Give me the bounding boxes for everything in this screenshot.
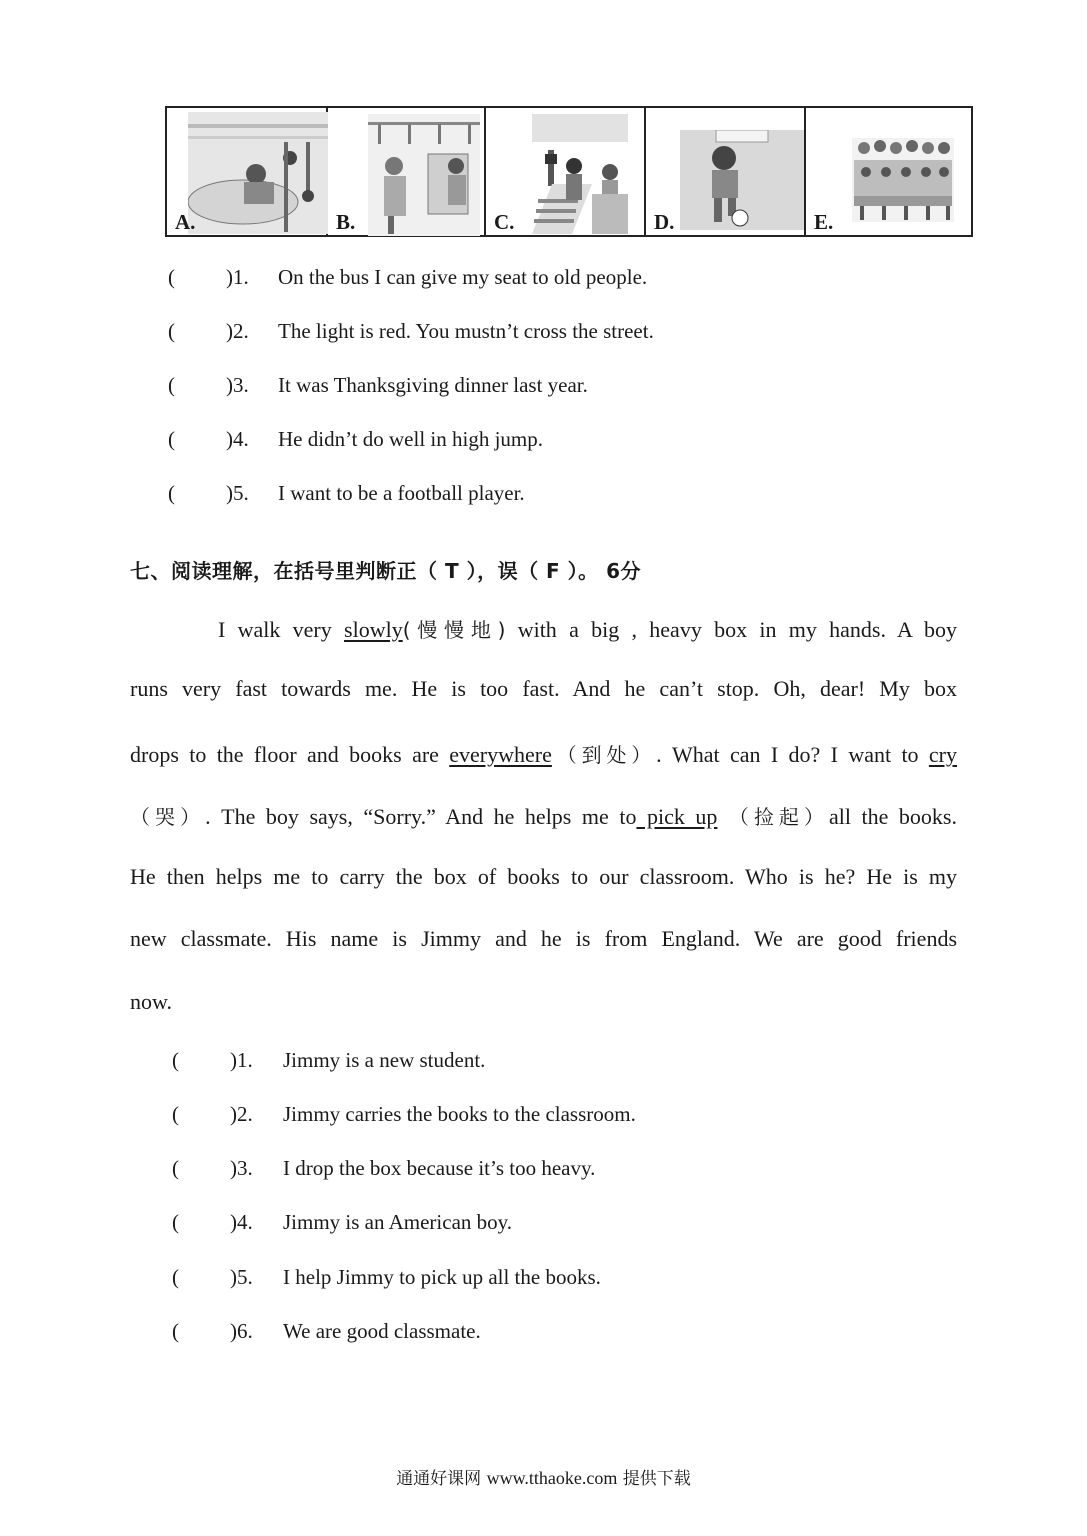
picture-cell-e — [806, 108, 971, 235]
question-number: )4. — [230, 1210, 253, 1234]
passage-line-7: now. — [130, 989, 172, 1014]
passage-line-6: new classmate. His name is Jimmy and he is from England. We are good friends — [130, 926, 957, 951]
passage-text: . The boy says, “Sorry.” And he helps me to — [205, 804, 637, 829]
question-number: )4. — [226, 427, 249, 451]
match-question-5 — [168, 481, 768, 509]
question-text: I help Jimmy to pick up all the books. — [283, 1265, 601, 1289]
tf-question-1 — [172, 1048, 772, 1076]
answer-blank[interactable]: ( — [168, 373, 175, 397]
passage-line-3 — [130, 739, 957, 768]
tf-question-2 — [172, 1102, 772, 1130]
question-text: It was Thanksgiving dinner last year. — [278, 373, 588, 397]
vocab-underlined: everywhere — [449, 742, 552, 767]
answer-blank[interactable]: ( — [172, 1210, 179, 1234]
passage-text: . What can I do? I want to — [656, 742, 929, 767]
footer-note: 提供下载 — [617, 1469, 691, 1489]
passage-line-5: He then helps me to carry the box of books to our classroom. Who is he? He is my — [130, 864, 957, 889]
answer-blank[interactable]: ( — [168, 319, 175, 343]
answer-blank[interactable]: ( — [168, 265, 175, 289]
question-text: Jimmy is a new student. — [283, 1048, 486, 1072]
vocab-underlined: cry — [928, 742, 957, 767]
picture-cell-b — [328, 108, 486, 235]
picture-bed-scene — [188, 112, 328, 234]
footer-site-name: 通通好课网 — [396, 1469, 487, 1489]
tf-question-4 — [172, 1210, 772, 1238]
match-question-2 — [168, 319, 768, 347]
picture-label-e: E. — [814, 210, 834, 234]
picture-cell-a — [167, 108, 328, 235]
answer-blank[interactable]: ( — [172, 1102, 179, 1126]
picture-cell-d — [646, 108, 806, 235]
picture-bus-scene — [368, 114, 480, 236]
section-heading: 七、阅读理解，在括号里判断正（ T ），误（ F ）。 6分 — [130, 559, 642, 583]
passage-text: with a big , heavy box in my hands. A boy — [505, 617, 957, 642]
picture-cell-c — [486, 108, 646, 235]
question-number: )3. — [230, 1156, 253, 1180]
tf-question-3 — [172, 1156, 772, 1184]
picture-label-c: C. — [494, 210, 515, 234]
passage-line-2: runs very fast towards me. He is too fast. And he can’t stop. Oh, dear! My box — [130, 676, 957, 701]
question-text: On the bus I can give my seat to old people. — [278, 265, 648, 289]
picture-label-b: B. — [336, 210, 356, 234]
page-footer — [0, 1464, 1087, 1489]
question-text: He didn’t do well in high jump. — [278, 427, 544, 451]
passage-line-1 — [130, 614, 957, 643]
vocab-gloss: （捡起） — [717, 805, 829, 829]
answer-blank[interactable]: ( — [172, 1319, 179, 1343]
tf-question-5 — [172, 1265, 772, 1293]
picture-crossing-scene — [532, 114, 632, 234]
answer-blank[interactable]: ( — [172, 1265, 179, 1289]
vocab-gloss: （哭） — [130, 805, 206, 829]
question-number: )3. — [226, 373, 249, 397]
match-question-4 — [168, 427, 768, 455]
tf-question-6 — [172, 1319, 772, 1347]
question-number: )1. — [226, 265, 249, 289]
question-number: )5. — [226, 481, 249, 505]
answer-blank[interactable]: ( — [172, 1156, 179, 1180]
footer-url[interactable]: www.tthaoke.com — [486, 1468, 618, 1488]
answer-blank[interactable]: ( — [168, 481, 175, 505]
vocab-gloss: (慢慢地) — [402, 618, 506, 642]
question-text: Jimmy is an American boy. — [283, 1210, 513, 1234]
vocab-underlined: slowly — [344, 617, 403, 642]
passage-text: all the books. — [828, 804, 957, 829]
passage-text: I walk very — [218, 617, 345, 642]
picture-label-a: A. — [175, 210, 196, 234]
picture-label-d: D. — [654, 210, 675, 234]
passage-line-4 — [130, 801, 957, 830]
match-question-3 — [168, 373, 768, 401]
question-number: )1. — [230, 1048, 253, 1072]
question-text: Jimmy carries the books to the classroom. — [283, 1102, 636, 1126]
match-question-1 — [168, 265, 768, 293]
question-text: I drop the box because it’s too heavy. — [283, 1156, 596, 1180]
vocab-gloss: （到处） — [551, 743, 657, 767]
question-text: We are good classmate. — [283, 1319, 481, 1343]
question-text: The light is red. You mustn’t cross the street. — [278, 319, 654, 343]
passage-text: drops to the floor and books are — [130, 742, 450, 767]
question-number: )6. — [230, 1319, 253, 1343]
picture-table — [165, 106, 973, 237]
question-number: )2. — [226, 319, 249, 343]
picture-football-scene — [680, 130, 804, 230]
question-text: I want to be a football player. — [278, 481, 525, 505]
vocab-underlined: pick up — [636, 804, 718, 829]
question-number: )5. — [230, 1265, 253, 1289]
picture-dinner-scene — [852, 138, 954, 222]
answer-blank[interactable]: ( — [168, 427, 175, 451]
question-number: )2. — [230, 1102, 253, 1126]
answer-blank[interactable]: ( — [172, 1048, 179, 1072]
